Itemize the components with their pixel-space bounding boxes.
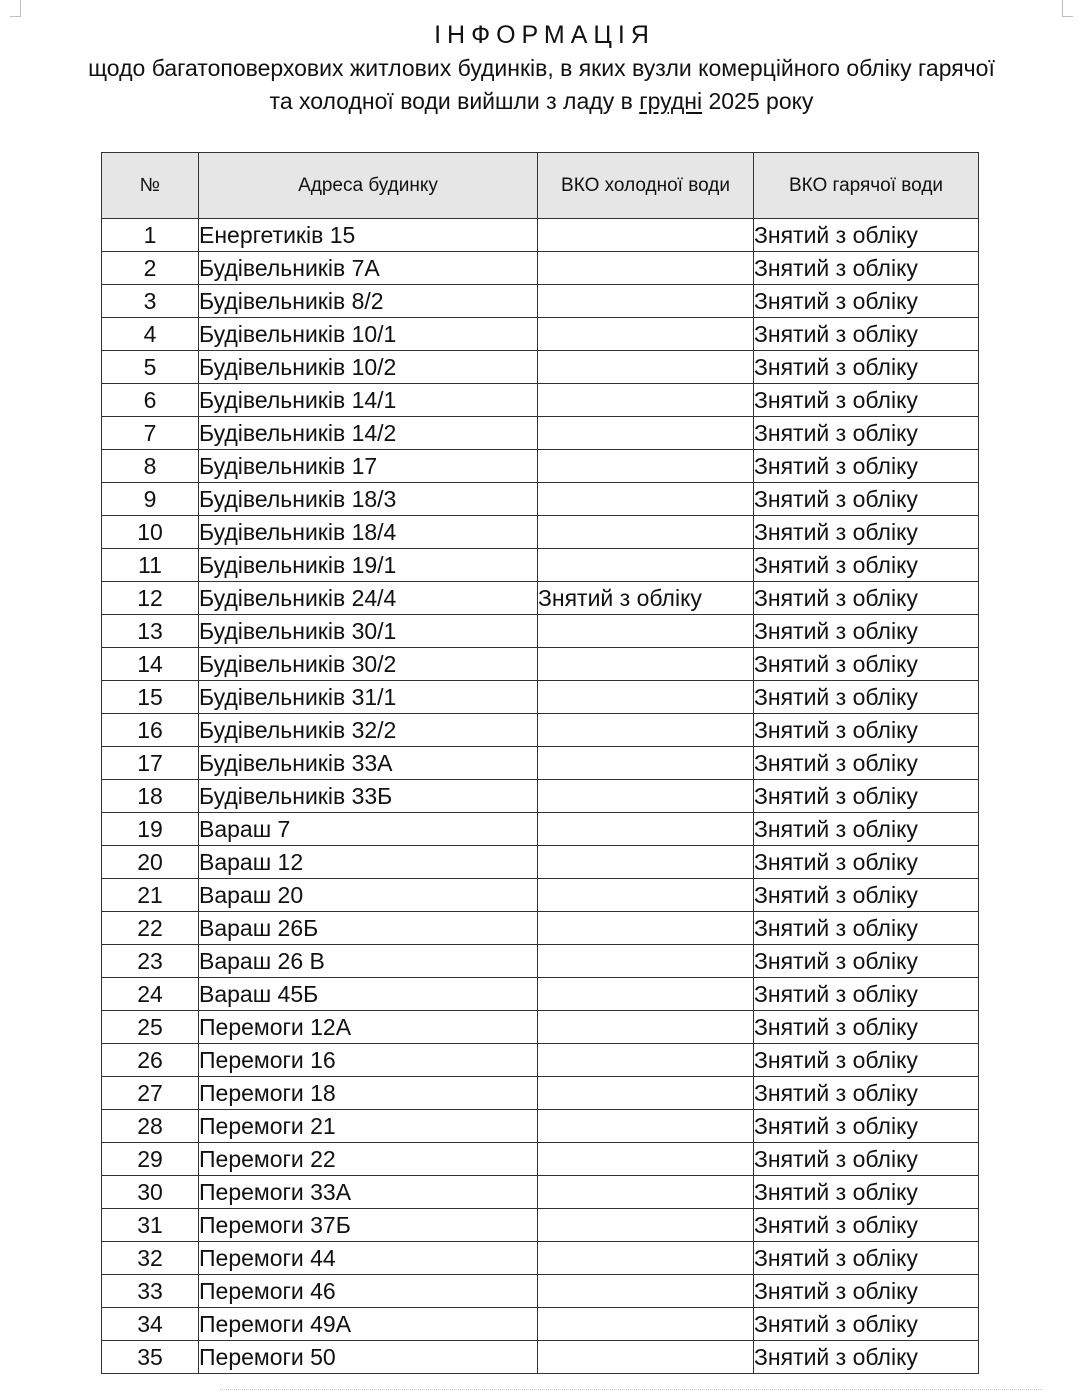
- row-number: 16: [102, 714, 199, 747]
- row-number: 32: [102, 1242, 199, 1275]
- row-address: Будівельників 19/1: [199, 549, 538, 582]
- row-hot-water-status: Знятий з обліку: [754, 1011, 979, 1044]
- row-number: 5: [102, 351, 199, 384]
- row-hot-water-status: Знятий з обліку: [754, 1242, 979, 1275]
- row-number: 22: [102, 912, 199, 945]
- row-hot-water-status: Знятий з обліку: [754, 351, 979, 384]
- table-row: [102, 351, 979, 384]
- row-address: Будівельників 24/4: [199, 582, 538, 615]
- row-number: 1: [102, 219, 199, 252]
- header-address: Адреса будинку: [199, 153, 538, 219]
- row-cold-water-status: [538, 384, 754, 417]
- row-number: 21: [102, 879, 199, 912]
- row-cold-water-status: [538, 1209, 754, 1242]
- row-address: Будівельників 30/2: [199, 648, 538, 681]
- row-number: 24: [102, 978, 199, 1011]
- row-address: Перемоги 33А: [199, 1176, 538, 1209]
- document-subtitle-line-1: щодо багатоповерхових житлових будинків, в яких вузли комерційного обліку гарячої: [88, 55, 995, 81]
- table-row: [102, 1044, 979, 1077]
- row-address: Перемоги 16: [199, 1044, 538, 1077]
- row-number: 27: [102, 1077, 199, 1110]
- subtitle-text-before-month: та холодної води вийшли з ладу в: [269, 88, 640, 114]
- row-hot-water-status: Знятий з обліку: [754, 879, 979, 912]
- row-address: Будівельників 7А: [199, 252, 538, 285]
- row-hot-water-status: Знятий з обліку: [754, 549, 979, 582]
- table-row: [102, 615, 979, 648]
- row-cold-water-status: [538, 1011, 754, 1044]
- row-number: 13: [102, 615, 199, 648]
- row-address: Вараш 45Б: [199, 978, 538, 1011]
- row-cold-water-status: [538, 747, 754, 780]
- row-hot-water-status: Знятий з обліку: [754, 978, 979, 1011]
- row-address: Перемоги 18: [199, 1077, 538, 1110]
- row-address: Будівельників 14/1: [199, 384, 538, 417]
- table-row: [102, 417, 979, 450]
- row-cold-water-status: [538, 648, 754, 681]
- row-cold-water-status: [538, 1176, 754, 1209]
- row-cold-water-status: [538, 945, 754, 978]
- row-hot-water-status: Знятий з обліку: [754, 681, 979, 714]
- header-hot-water-meter: ВКО гарячої води: [754, 153, 979, 219]
- row-hot-water-status: Знятий з обліку: [754, 1176, 979, 1209]
- row-hot-water-status: Знятий з обліку: [754, 219, 979, 252]
- row-address: Будівельників 32/2: [199, 714, 538, 747]
- row-address: Будівельників 18/4: [199, 516, 538, 549]
- table-row: [102, 813, 979, 846]
- row-address: Вараш 26Б: [199, 912, 538, 945]
- row-cold-water-status: [538, 417, 754, 450]
- row-address: Перемоги 44: [199, 1242, 538, 1275]
- row-cold-water-status: [538, 1143, 754, 1176]
- subtitle-month: грудні: [639, 88, 703, 114]
- row-number: 11: [102, 549, 199, 582]
- table-row: [102, 549, 979, 582]
- page-bottom-edge: [220, 1389, 1043, 1390]
- table-row: [102, 384, 979, 417]
- subtitle-text-after-month: 2025 року: [702, 88, 814, 114]
- table-row: [102, 780, 979, 813]
- row-hot-water-status: Знятий з обліку: [754, 912, 979, 945]
- row-cold-water-status: [538, 978, 754, 1011]
- row-number: 12: [102, 582, 199, 615]
- row-cold-water-status: [538, 516, 754, 549]
- table-row: [102, 1077, 979, 1110]
- row-cold-water-status: Знятий з обліку: [538, 582, 754, 615]
- row-number: 31: [102, 1209, 199, 1242]
- table-row: [102, 1143, 979, 1176]
- row-number: 34: [102, 1308, 199, 1341]
- row-address: Будівельників 14/2: [199, 417, 538, 450]
- row-hot-water-status: Знятий з обліку: [754, 846, 979, 879]
- page-corner-mark-left: [10, 0, 21, 17]
- row-hot-water-status: Знятий з обліку: [754, 1044, 979, 1077]
- row-address: Вараш 12: [199, 846, 538, 879]
- row-hot-water-status: Знятий з обліку: [754, 285, 979, 318]
- row-cold-water-status: [538, 879, 754, 912]
- table-row: [102, 1176, 979, 1209]
- row-number: 33: [102, 1275, 199, 1308]
- table-row: [102, 252, 979, 285]
- row-address: Перемоги 50: [199, 1341, 538, 1374]
- document-heading: [0, 18, 1083, 118]
- row-cold-water-status: [538, 1077, 754, 1110]
- row-address: Вараш 26 В: [199, 945, 538, 978]
- table-row: [102, 285, 979, 318]
- row-hot-water-status: Знятий з обліку: [754, 450, 979, 483]
- table-row: [102, 1308, 979, 1341]
- row-number: 10: [102, 516, 199, 549]
- row-number: 30: [102, 1176, 199, 1209]
- row-hot-water-status: Знятий з обліку: [754, 945, 979, 978]
- row-hot-water-status: Знятий з обліку: [754, 252, 979, 285]
- row-cold-water-status: [538, 1341, 754, 1374]
- row-address: Будівельників 18/3: [199, 483, 538, 516]
- table-row: [102, 1110, 979, 1143]
- row-cold-water-status: [538, 549, 754, 582]
- row-number: 14: [102, 648, 199, 681]
- row-number: 35: [102, 1341, 199, 1374]
- row-number: 17: [102, 747, 199, 780]
- row-cold-water-status: [538, 252, 754, 285]
- row-hot-water-status: Знятий з обліку: [754, 648, 979, 681]
- row-number: 2: [102, 252, 199, 285]
- row-cold-water-status: [538, 813, 754, 846]
- table-row: [102, 318, 979, 351]
- header-cold-water-meter: ВКО холодної води: [538, 153, 754, 219]
- row-hot-water-status: Знятий з обліку: [754, 1209, 979, 1242]
- meters-table: [101, 152, 979, 1374]
- row-address: Перемоги 21: [199, 1110, 538, 1143]
- row-cold-water-status: [538, 1044, 754, 1077]
- row-hot-water-status: Знятий з обліку: [754, 516, 979, 549]
- row-address: Будівельників 8/2: [199, 285, 538, 318]
- row-number: 20: [102, 846, 199, 879]
- row-hot-water-status: Знятий з обліку: [754, 780, 979, 813]
- row-hot-water-status: Знятий з обліку: [754, 483, 979, 516]
- row-address: Будівельників 33Б: [199, 780, 538, 813]
- row-number: 18: [102, 780, 199, 813]
- row-cold-water-status: [538, 780, 754, 813]
- row-address: Перемоги 22: [199, 1143, 538, 1176]
- table-body: [102, 219, 979, 1374]
- row-hot-water-status: Знятий з обліку: [754, 384, 979, 417]
- table-row: [102, 912, 979, 945]
- row-address: Будівельників 17: [199, 450, 538, 483]
- row-hot-water-status: Знятий з обліку: [754, 582, 979, 615]
- row-hot-water-status: Знятий з обліку: [754, 318, 979, 351]
- row-cold-water-status: [538, 1275, 754, 1308]
- row-address: Будівельників 10/1: [199, 318, 538, 351]
- row-address: Вараш 20: [199, 879, 538, 912]
- row-cold-water-status: [538, 351, 754, 384]
- row-address: Перемоги 49А: [199, 1308, 538, 1341]
- page-corner-mark-right: [1062, 0, 1073, 17]
- row-cold-water-status: [538, 450, 754, 483]
- row-number: 6: [102, 384, 199, 417]
- table-row: [102, 1341, 979, 1374]
- row-hot-water-status: Знятий з обліку: [754, 747, 979, 780]
- table-row: [102, 747, 979, 780]
- table-row: [102, 450, 979, 483]
- header-number: №: [102, 153, 199, 219]
- row-address: Будівельників 31/1: [199, 681, 538, 714]
- row-cold-water-status: [538, 285, 754, 318]
- table-row: [102, 978, 979, 1011]
- row-cold-water-status: [538, 714, 754, 747]
- table-row: [102, 879, 979, 912]
- row-address: Перемоги 12А: [199, 1011, 538, 1044]
- table-row: [102, 219, 979, 252]
- row-number: 23: [102, 945, 199, 978]
- table-row: [102, 648, 979, 681]
- row-hot-water-status: Знятий з обліку: [754, 615, 979, 648]
- row-hot-water-status: Знятий з обліку: [754, 714, 979, 747]
- table-row: [102, 681, 979, 714]
- row-cold-water-status: [538, 912, 754, 945]
- row-cold-water-status: [538, 846, 754, 879]
- row-cold-water-status: [538, 681, 754, 714]
- row-number: 15: [102, 681, 199, 714]
- row-cold-water-status: [538, 1242, 754, 1275]
- row-number: 19: [102, 813, 199, 846]
- table-row: [102, 582, 979, 615]
- row-hot-water-status: Знятий з обліку: [754, 417, 979, 450]
- document-subtitle-line-2: [0, 85, 1083, 118]
- row-address: Перемоги 46: [199, 1275, 538, 1308]
- row-number: 3: [102, 285, 199, 318]
- table-row: [102, 483, 979, 516]
- table-header-row: [102, 153, 979, 219]
- table-row: [102, 945, 979, 978]
- row-cold-water-status: [538, 318, 754, 351]
- document-title: ІНФОРМАЦІЯ: [434, 21, 655, 49]
- row-cold-water-status: [538, 1110, 754, 1143]
- table-row: [102, 1275, 979, 1308]
- row-address: Будівельників 30/1: [199, 615, 538, 648]
- row-address: Енергетиків 15: [199, 219, 538, 252]
- row-cold-water-status: [538, 219, 754, 252]
- row-hot-water-status: Знятий з обліку: [754, 1143, 979, 1176]
- row-cold-water-status: [538, 1308, 754, 1341]
- row-address: Будівельників 33А: [199, 747, 538, 780]
- row-number: 28: [102, 1110, 199, 1143]
- row-number: 29: [102, 1143, 199, 1176]
- row-hot-water-status: Знятий з обліку: [754, 813, 979, 846]
- row-address: Перемоги 37Б: [199, 1209, 538, 1242]
- row-number: 4: [102, 318, 199, 351]
- row-number: 26: [102, 1044, 199, 1077]
- row-hot-water-status: Знятий з обліку: [754, 1308, 979, 1341]
- row-cold-water-status: [538, 615, 754, 648]
- row-hot-water-status: Знятий з обліку: [754, 1341, 979, 1374]
- table-row: [102, 1209, 979, 1242]
- row-number: 8: [102, 450, 199, 483]
- row-number: 7: [102, 417, 199, 450]
- row-number: 25: [102, 1011, 199, 1044]
- row-cold-water-status: [538, 483, 754, 516]
- row-address: Вараш 7: [199, 813, 538, 846]
- row-number: 9: [102, 483, 199, 516]
- row-hot-water-status: Знятий з обліку: [754, 1110, 979, 1143]
- row-address: Будівельників 10/2: [199, 351, 538, 384]
- table-row: [102, 846, 979, 879]
- table-row: [102, 714, 979, 747]
- table-row: [102, 1011, 979, 1044]
- table-row: [102, 1242, 979, 1275]
- row-hot-water-status: Знятий з обліку: [754, 1275, 979, 1308]
- row-hot-water-status: Знятий з обліку: [754, 1077, 979, 1110]
- table-row: [102, 516, 979, 549]
